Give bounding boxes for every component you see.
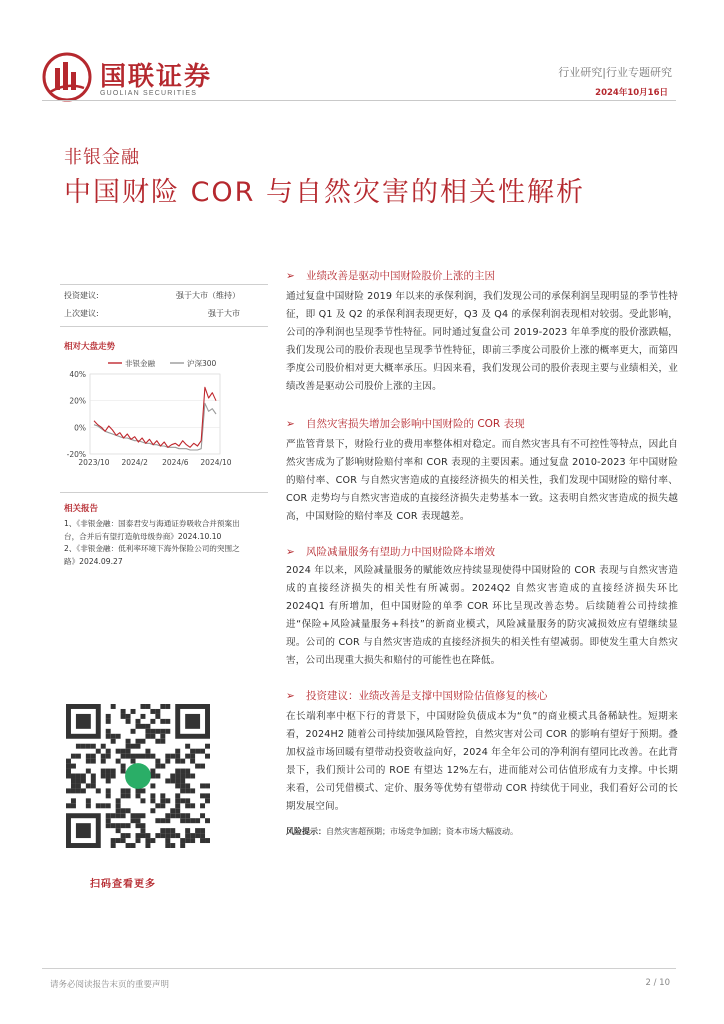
prev-rating-value: 强于大市 xyxy=(208,309,240,318)
y-tick-label: 0% xyxy=(74,423,86,433)
x-tick-label: 2023/10 xyxy=(78,458,110,467)
risk-warning xyxy=(286,826,678,837)
report-date: 2024年10月16日 xyxy=(595,88,668,98)
qr-code-icon[interactable] xyxy=(66,704,210,848)
section-heading-text: 投资建议：业绩改善是支撑中国财险估值修复的核心 xyxy=(306,690,548,702)
y-tick-label: -20% xyxy=(66,450,86,459)
section-heading-text: 自然灾害损失增加会影响中国财险的 COR 表现 xyxy=(306,418,525,430)
sidebar-divider xyxy=(60,492,268,493)
prev-rating-label: 上次建议: xyxy=(64,309,99,318)
related-report-item[interactable]: 1、《非银金融：国泰君安与海通证券吸收合并预案出台，合并后有望打造航母级券商》2024.10.10 xyxy=(64,519,240,541)
section-heading xyxy=(286,544,495,559)
section-body: 2024 年以来，风险减量服务的赋能效应持续显现使得中国财险的 COR 表现与自然灾害造成的直接经济损失的相关性有所减弱。2024Q2 自然灾害造成的直接经济损失环比 2024Q1 有所增加，但中国财险的单季 COR 环比呈现改善态势。后续随着公司持续推进“保险+风险减量服务+科技”的新商业模式，风险减量服务的防灾减损效应有望继续显现。公司的 COR 与自然灾害造成的直接经济损失的相关性有望减弱。即使发生重大自然灾害，公司出现重大损失和赔付的可能性也在降低。 xyxy=(286,565,678,666)
relative-performance-chart xyxy=(60,354,240,480)
series-line xyxy=(94,387,216,447)
x-tick-label: 2024/6 xyxy=(162,458,189,467)
section-heading-text: 风险减量服务有望助力中国财险降本增效 xyxy=(306,546,495,558)
logo-text-cn: 国联证券 xyxy=(100,62,213,92)
legend-label: 沪深300 xyxy=(187,359,217,368)
rating-value: 强于大市（维持） xyxy=(176,291,240,300)
legend-label: 非银金融 xyxy=(125,359,155,368)
footer-disclaimer: 请务必阅读报告末页的重要声明 xyxy=(50,980,170,990)
company-logo xyxy=(42,52,242,102)
guolian-logo-icon xyxy=(42,52,92,102)
arrow-bullet-icon: ➢ xyxy=(286,546,295,558)
section-heading xyxy=(286,416,525,431)
risk-text: 自然灾害超预期；市场竞争加剧；资本市场大幅波动。 xyxy=(326,827,518,836)
related-reports-heading: 相关报告 xyxy=(64,504,99,514)
qr-caption: 扫码查看更多 xyxy=(90,879,156,890)
report-title: 中国财险 COR 与自然灾害的相关性解析 xyxy=(64,177,586,208)
sector-label: 非银金融 xyxy=(64,147,140,168)
section-body: 在长端利率中枢下行的背景下，中国财险负债成本为“负”的商业模式具备稀缺性。短期来看，2024H2 随着公司持续加强风险管控，自然灾害对公司 COR 的影响有望好于预期。叠加权益市场回暖有望带动投资收益向好，2024 年全年公司的净利润有望同比改善。在此背景下，我们预计公司的 ROE 有望达 12%左右，进而能对公司估值形成有力支撑。中长期来看，公司凭借模式、定价、服务等优势有望带动 COR 持续优于同业，我们看好公司的长期发展空间。 xyxy=(286,711,678,812)
arrow-bullet-icon: ➢ xyxy=(286,270,295,282)
x-tick-label: 2024/10 xyxy=(200,458,232,467)
risk-label: 风险提示： xyxy=(286,827,326,836)
section-body: 通过复盘中国财险 2019 年以来的承保利润，我们发现公司的承保利润呈现明显的季节性特征，即 Q1 及 Q2 的承保利润表现更好，Q3 及 Q4 的承保利润表现相对较弱。受此影响，公司的净利润也呈现季节性特征。同时通过复盘公司 2019-2023 年单季度的股价涨跌幅，我们发现公司的股价表现也呈现季节性特征，即前三季度公司股价上涨的概率更大，而第四季度公司股价相对更大概率承压。归因来看，我们发现公司的股价表现主要与业绩相关，业绩改善是驱动公司股价上涨的主因。 xyxy=(286,291,678,392)
sidebar-divider xyxy=(60,284,268,285)
section-body: 严监管背景下，财险行业的费用率整体相对稳定。而自然灾害具有不可控性等特点，因此自然灾害成为了影响财险赔付率和 COR 表现的主要因素。通过复盘 2010-2023 年中国财险的赔付率、COR 与自然灾害造成的直接经济损失的相关性，我们发现中国财险的赔付率、COR 走势均与自然灾害造成的直接经济损失走势基本一致。这表明自然灾害造成的损失越高，中国财险的赔付率及 COR 表现越差。 xyxy=(286,439,678,522)
related-report-item[interactable]: 2、《非银金融：低利率环境下海外保险公司的突围之路》2024.09.27 xyxy=(64,544,240,566)
section-heading-text: 业绩改善是驱动中国财险股价上涨的主因 xyxy=(306,270,495,282)
x-tick-label: 2024/2 xyxy=(121,458,148,467)
footer-divider xyxy=(42,968,676,969)
rating-label: 投资建议: xyxy=(64,291,99,300)
y-tick-label: 20% xyxy=(69,396,86,406)
arrow-bullet-icon: ➢ xyxy=(286,690,295,702)
section-heading xyxy=(286,268,495,283)
section-heading xyxy=(286,688,548,703)
page-number: 2 / 10 xyxy=(645,978,670,988)
sidebar-divider xyxy=(60,326,268,327)
arrow-bullet-icon: ➢ xyxy=(286,418,295,430)
header-divider xyxy=(42,100,676,101)
report-type: 行业研究|行业专题研究 xyxy=(558,66,672,79)
y-tick-label: 40% xyxy=(69,370,86,379)
chart-heading: 相对大盘走势 xyxy=(64,342,116,352)
related-reports-list xyxy=(64,518,244,568)
logo-text-en: GUOLIAN SECURITIES xyxy=(100,90,198,97)
